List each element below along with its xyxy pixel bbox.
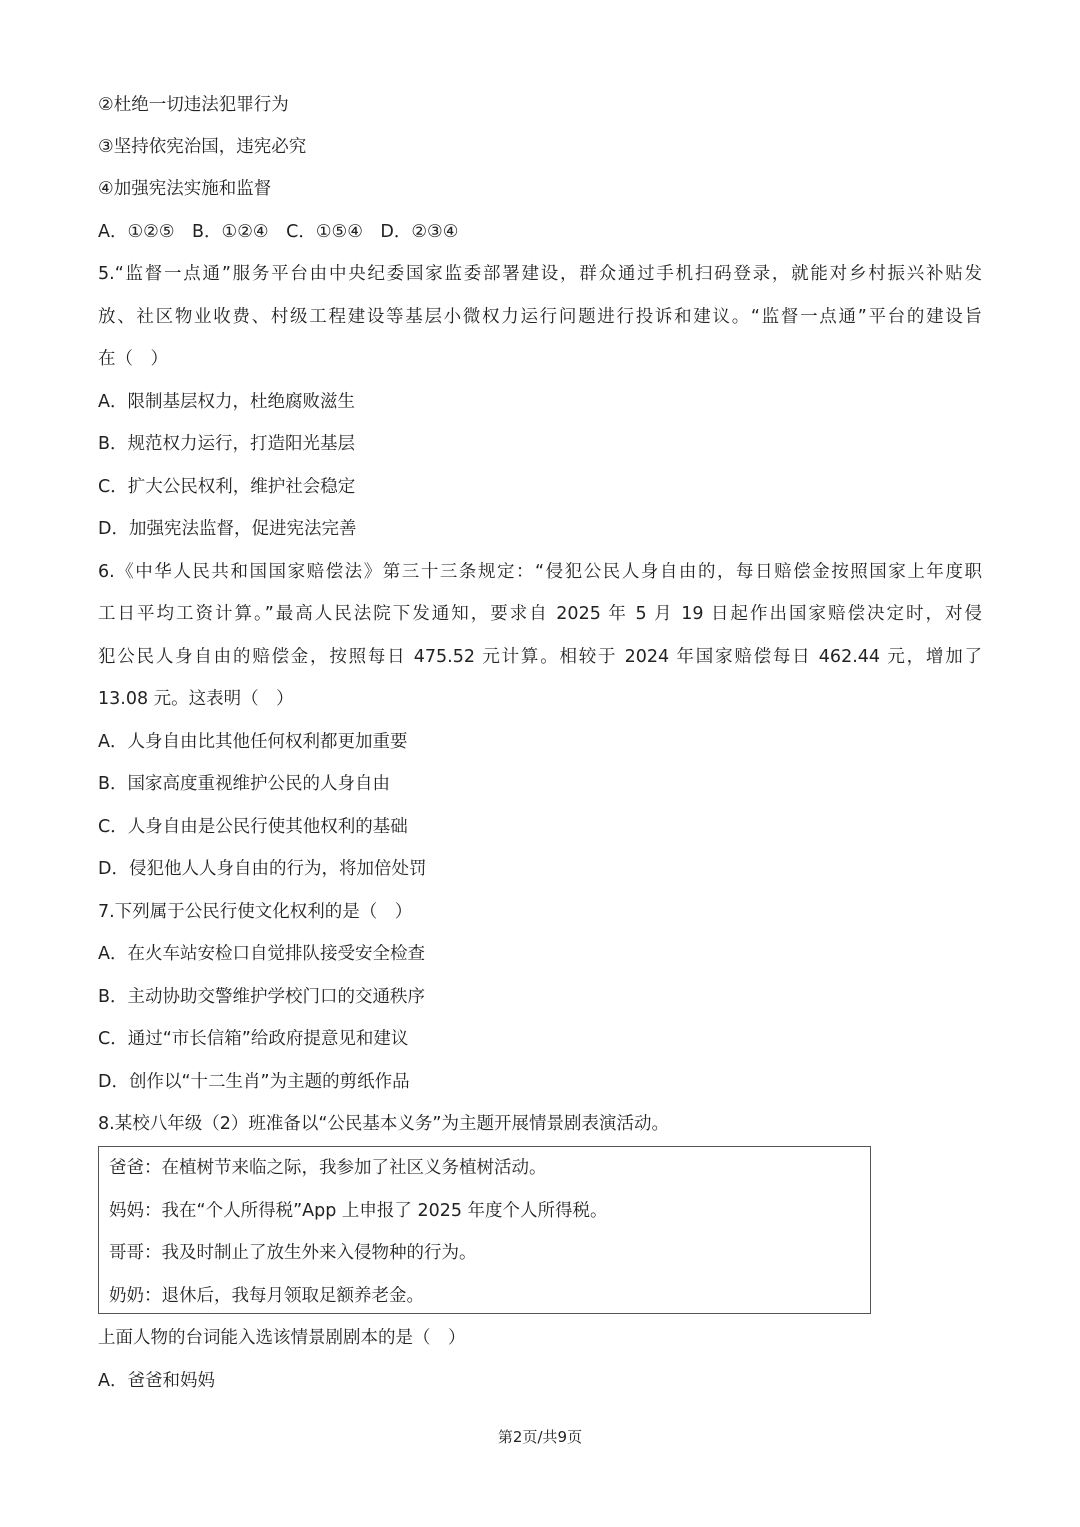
q7-option-d: D．创作以“十二生肖”为主题的剪纸作品 (98, 1072, 410, 1092)
q6-stem-line-1: 6.《中华人民共和国国家赔偿法》第三十三条规定：“侵犯公民人身自由的，每日赔偿金按照国家上年度职 (98, 562, 982, 582)
q8-dialogue-brother: 哥哥：我及时制止了放生外来入侵物种的行为。 (109, 1243, 477, 1263)
q8-question: 上面人物的台词能入选该情景剧剧本的是（ ） (98, 1328, 466, 1348)
q5-stem-line-3: 在（ ） (98, 349, 168, 369)
q6-stem-line-3: 犯公民人身自由的赔偿金，按照每日 475.52 元计算。相较于 2024 年国家赔偿每日 462.44 元，增加了 (98, 647, 982, 667)
q7-option-b: B．主动协助交警维护学校门口的交通秩序 (98, 987, 426, 1007)
q6-option-d: D．侵犯他人人身自由的行为，将加倍处罚 (98, 859, 427, 879)
q8-option-a: A．爸爸和妈妈 (98, 1371, 215, 1391)
q6-stem-line-2: 工日平均工资计算。”最高人民法院下发通知，要求自 2025 年 5 月 19 日起作出国家赔偿决定时，对侵 (98, 604, 982, 624)
q4-item-4: ④加强宪法实施和监督 (98, 179, 272, 199)
q7-option-a: A．在火车站安检口自觉排队接受安全检查 (98, 944, 425, 964)
q8-dialogue-dad: 爸爸：在植树节来临之际，我参加了社区义务植树活动。 (109, 1158, 547, 1178)
q7-option-c: C．通过“市长信箱”给政府提意见和建议 (98, 1029, 409, 1049)
q5-option-a: A．限制基层权力，杜绝腐败滋生 (98, 392, 355, 412)
q4-choices: A．①②⑤ B．①②④ C．①⑤④ D．②③④ (98, 222, 459, 242)
q5-option-c: C．扩大公民权利，维护社会稳定 (98, 477, 356, 497)
q5-option-d: D．加强宪法监督，促进宪法完善 (98, 519, 357, 539)
q7-stem: 7.下列属于公民行使文化权利的是（ ） (98, 902, 413, 922)
q6-option-b: B．国家高度重视维护公民的人身自由 (98, 774, 391, 794)
q6-option-a: A．人身自由比其他任何权利都更加重要 (98, 732, 408, 752)
q5-option-b: B．规范权力运行，打造阳光基层 (98, 434, 356, 454)
q8-dialogue-grandma: 奶奶：退休后，我每月领取足额养老金。 (109, 1286, 424, 1306)
q6-stem-line-4: 13.08 元。这表明（ ） (98, 689, 294, 709)
q5-stem-line-2: 放、社区物业收费、村级工程建设等基层小微权力运行问题进行投诉和建议。“监督一点通”平台的建设旨 (98, 307, 982, 327)
q8-stem: 8.某校八年级（2）班准备以“公民基本义务”为主题开展情景剧表演活动。 (98, 1114, 669, 1134)
q4-item-2: ②杜绝一切违法犯罪行为 (98, 95, 289, 115)
q8-dialogue-mom: 妈妈：我在“个人所得税”App 上申报了 2025 年度个人所得税。 (109, 1201, 608, 1221)
q6-option-c: C．人身自由是公民行使其他权利的基础 (98, 817, 408, 837)
q4-item-3: ③坚持依宪治国，违宪必究 (98, 137, 307, 157)
q8-dialogue-box (98, 1146, 871, 1314)
page-footer: 第2页/共9页 (497, 1428, 583, 1446)
q5-stem-line-1: 5.“监督一点通”服务平台由中央纪委国家监委部署建设，群众通过手机扫码登录，就能对乡村振兴补贴发 (98, 264, 982, 284)
